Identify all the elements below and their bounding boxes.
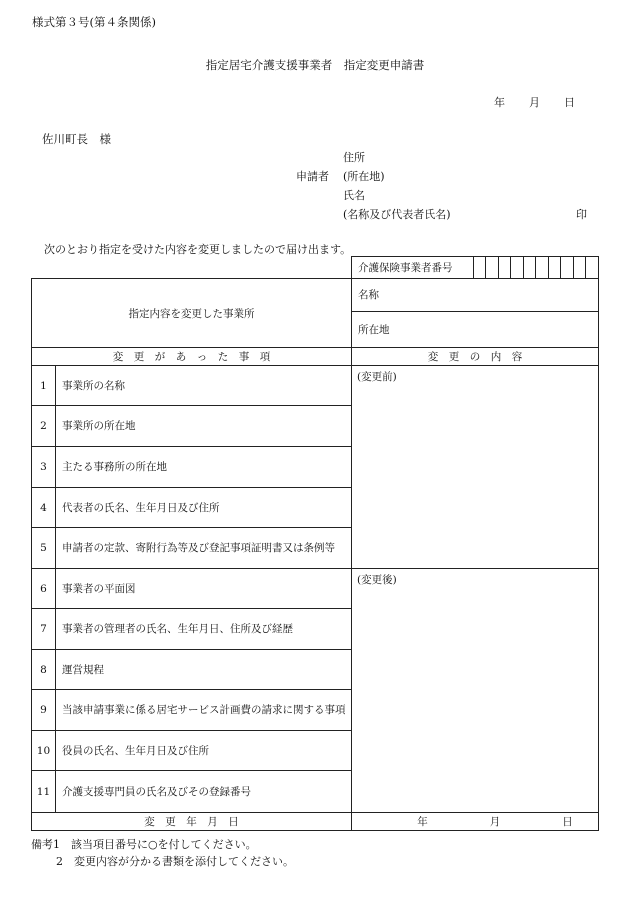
applicant-name-label: 氏名 xyxy=(343,189,365,202)
insurance-number-digit[interactable] xyxy=(486,257,499,279)
office-location-field[interactable] xyxy=(351,312,598,348)
insurance-number-digit[interactable] xyxy=(523,257,536,279)
insurance-number-digit[interactable] xyxy=(511,257,524,279)
change-date-field[interactable] xyxy=(351,813,598,831)
item-label: 代表者の氏名、生年月日及び住所 xyxy=(55,488,351,528)
insurance-number-digit[interactable] xyxy=(586,257,599,279)
before-change-label: (変更前) xyxy=(356,371,397,383)
date-year-label: 年 xyxy=(494,96,505,109)
item-label: 役員の氏名、生年月日及び住所 xyxy=(55,731,351,771)
item-number[interactable]: 9 xyxy=(32,690,56,731)
item-label: 運営規程 xyxy=(55,650,351,690)
changed-items-header: 変 更 が あ っ た 事 項 xyxy=(32,348,352,366)
insurance-number-digit[interactable] xyxy=(573,257,586,279)
intro-text: 次のとおり指定を受けた内容を変更しましたので届け出ます。 xyxy=(44,243,352,256)
submission-date xyxy=(494,94,575,110)
after-change-field[interactable] xyxy=(351,569,598,813)
item-number[interactable]: 6 xyxy=(32,569,56,609)
change-date-day: 日 xyxy=(562,816,573,828)
office-label: 指定内容を変更した事業所 xyxy=(32,279,352,348)
office-name-label: 名称 xyxy=(357,289,379,301)
change-content-header: 変 更 の 内 容 xyxy=(351,348,598,366)
applicant-representative-label: (名称及び代表者氏名) xyxy=(343,208,451,221)
change-application-table xyxy=(31,256,599,831)
item-number[interactable]: 4 xyxy=(32,488,56,528)
insurance-number-label: 介護保険事業者番号 xyxy=(351,257,473,279)
item-label: 介護支援専門員の氏名及びその登録番号 xyxy=(55,771,351,813)
change-date-year: 年 xyxy=(417,816,428,828)
office-location-label: 所在地 xyxy=(357,323,390,336)
remark-2: 2 変更内容が分かる書類を添付してください。 xyxy=(56,855,294,868)
addressee: 佐川町長 様 xyxy=(42,132,111,146)
insurance-number-digit[interactable] xyxy=(473,257,486,279)
item-number[interactable]: 3 xyxy=(32,447,56,488)
item-number[interactable]: 5 xyxy=(32,528,56,569)
before-change-field[interactable] xyxy=(351,366,598,569)
item-number[interactable]: 8 xyxy=(32,650,56,690)
remark-1: 備考1 該当項目番号に○を付してください。 xyxy=(31,838,257,851)
insurance-number-digit[interactable] xyxy=(561,257,574,279)
item-number[interactable]: 11 xyxy=(32,771,56,813)
applicant-location-label: (所在地) xyxy=(343,170,385,183)
change-date-month: 月 xyxy=(489,816,501,828)
item-number[interactable]: 10 xyxy=(32,731,56,771)
item-label: 当該申請事業に係る居宅サービス計画費の請求に関する事項 xyxy=(55,690,351,731)
change-date-label: 変 更 年 月 日 xyxy=(32,813,352,831)
item-number[interactable]: 7 xyxy=(32,609,56,650)
item-label: 主たる事務所の所在地 xyxy=(55,447,351,488)
blank-cell xyxy=(32,257,352,279)
item-label: 事業者の管理者の氏名、生年月日、住所及び経歴 xyxy=(55,609,351,650)
after-change-label: (変更後) xyxy=(356,574,397,586)
applicant-address-label: 住所 xyxy=(343,151,365,164)
insurance-number-digit[interactable] xyxy=(536,257,549,279)
item-number[interactable]: 1 xyxy=(32,366,56,406)
seal-mark: 印 xyxy=(576,208,587,221)
item-label: 事業所の所在地 xyxy=(55,406,351,447)
item-label: 事業所の名称 xyxy=(55,366,351,406)
date-month-label: 月 xyxy=(529,96,540,109)
insurance-number-digit[interactable] xyxy=(498,257,511,279)
form-number: 様式第３号(第４条関係) xyxy=(32,15,156,29)
item-label: 申請者の定款、寄附行為等及び登記事項証明書又は条例等 xyxy=(55,528,351,569)
item-number[interactable]: 2 xyxy=(32,406,56,447)
insurance-number-digit[interactable] xyxy=(548,257,561,279)
office-name-field[interactable] xyxy=(351,279,598,312)
date-day-label: 日 xyxy=(564,96,575,109)
applicant-label: 申請者 xyxy=(296,170,329,183)
item-label: 事業者の平面図 xyxy=(55,569,351,609)
document-title: 指定居宅介護支援事業者 指定変更申請書 xyxy=(205,58,425,72)
